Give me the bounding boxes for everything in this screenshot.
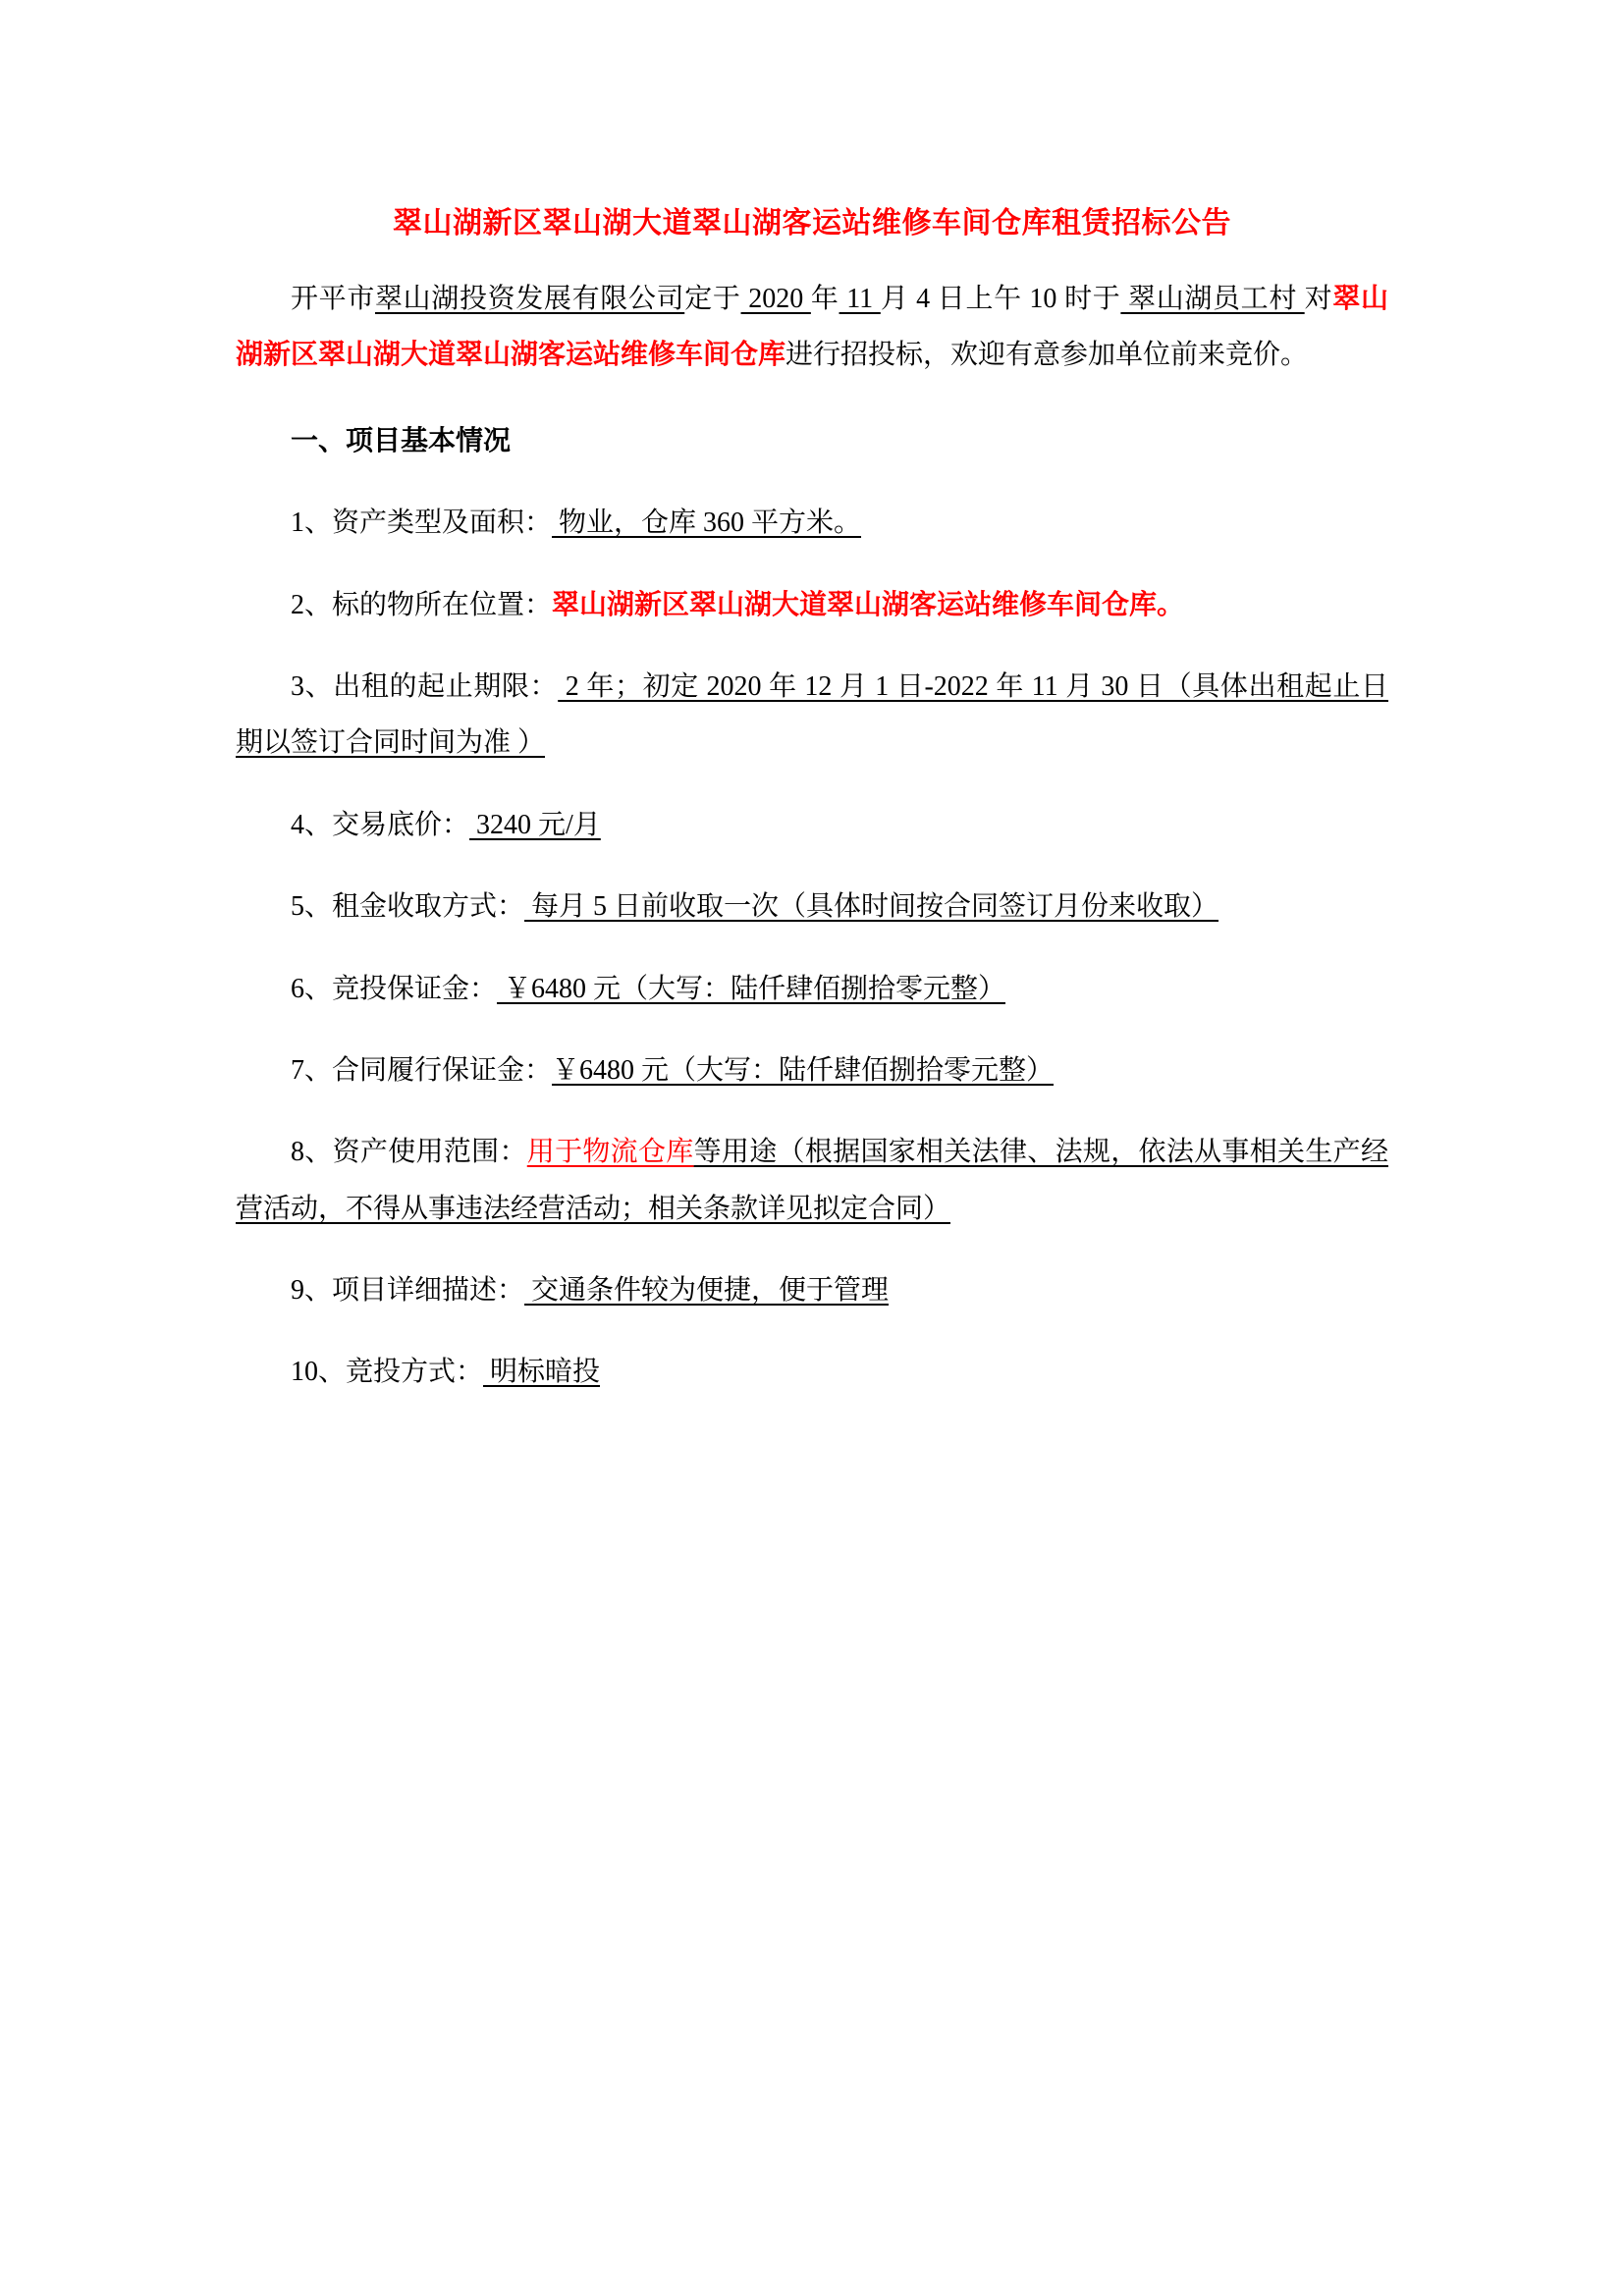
item-label: 10、竞投方式： — [291, 1357, 484, 1388]
intro-seg7: 月 4 日上午 10 时于 — [880, 284, 1121, 314]
list-item — [236, 797, 1388, 853]
item-value: 2 年；初定 2020 年 12 月 1 日-2022 年 11 月 30 日（具体出租起止日期以签订合同时间为准 ） — [236, 670, 1388, 759]
item-label: 5、租金收取方式： — [291, 891, 525, 923]
section-heading-basic-info: 一、项目基本情况 — [291, 425, 512, 456]
item-label: 4、交易底价： — [291, 809, 470, 840]
item-label: 7、合同履行保证金： — [291, 1054, 553, 1086]
list-item — [236, 495, 1388, 551]
item-value: 明标暗投 — [483, 1357, 601, 1388]
item-label: 8、资产使用范围： — [291, 1137, 527, 1168]
item-label: 6、竞投保证金： — [291, 973, 498, 1004]
intro-venue: 翠山湖员工村 — [1120, 284, 1305, 314]
intro-paragraph — [236, 271, 1388, 384]
list-item — [236, 1344, 1388, 1400]
item-value: 每月 5 日前收取一次（具体时间按合同签订月份来收取） — [524, 891, 1219, 923]
item-value: 3240 元/月 — [469, 809, 601, 840]
item-value: ￥6480 元（大写：陆仟肆佰捌拾零元整） — [497, 973, 1006, 1004]
item-value: ￥6480 元（大写：陆仟肆佰捌拾零元整） — [552, 1054, 1055, 1086]
item-label: 1、资产类型及面积： — [291, 507, 553, 539]
list-item — [236, 659, 1388, 772]
intro-year: 2020 — [740, 284, 811, 314]
intro-seg11: 进行招投标，欢迎有意参加单位前来竞价。 — [785, 340, 1309, 371]
intro-seg1: 开平市 — [291, 284, 375, 314]
list-item — [236, 1042, 1388, 1098]
intro-seg9: 对 — [1304, 284, 1333, 314]
list-item — [236, 1262, 1388, 1318]
list-item — [236, 1124, 1388, 1237]
page-title: 翠山湖新区翠山湖大道翠山湖客运站维修车间仓库租赁招标公告 — [393, 207, 1231, 240]
item-value-highlight: 用于物流仓库 — [526, 1137, 694, 1168]
list-item — [236, 879, 1388, 934]
item-value: 物业，仓库 360 平方米。 — [552, 507, 862, 539]
intro-seg3: 定于 — [684, 284, 741, 314]
intro-seg5: 年 — [810, 284, 839, 314]
list-item — [236, 961, 1388, 1017]
intro-company: 翠山湖投资发展有限公司 — [374, 284, 685, 314]
item-label: 2、标的物所在位置： — [291, 589, 553, 620]
intro-month: 11 — [839, 284, 881, 314]
item-label: 9、项目详细描述： — [291, 1275, 525, 1307]
intro-asset-name: 翠山湖新区翠山湖大道翠山湖客运站维修车间仓库 — [236, 284, 1388, 371]
item-value: 交通条件较为便捷，便于管理 — [524, 1275, 890, 1307]
item-label: 3、出租的起止期限： — [291, 670, 559, 702]
item-value: 等用途（根据国家相关法律、法规，依法从事相关生产经营活动，不得从事违法经营活动；相关条款详见拟定合同） — [236, 1137, 1388, 1224]
item-value: 翠山湖新区翠山湖大道翠山湖客运站维修车间仓库。 — [552, 589, 1185, 620]
list-item — [236, 577, 1388, 633]
